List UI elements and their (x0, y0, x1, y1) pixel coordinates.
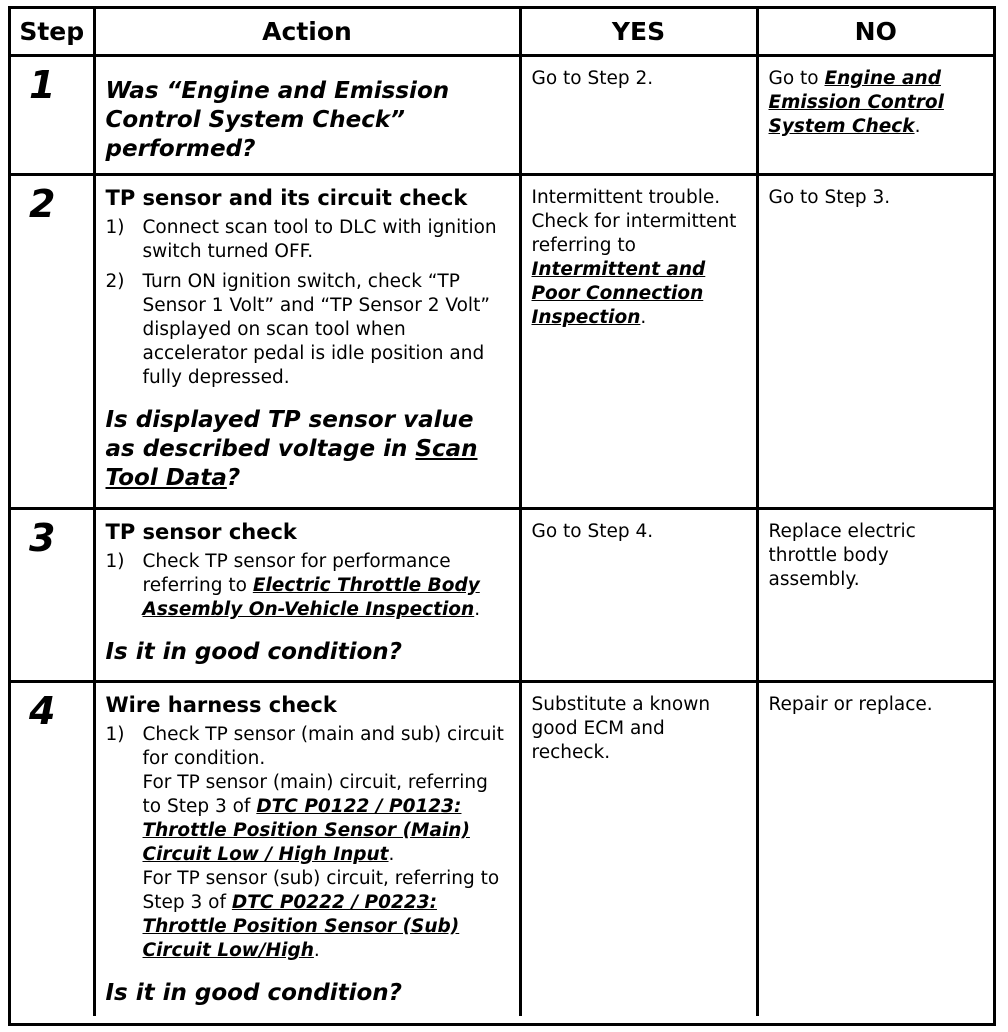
diagnostic-table-frame (8, 6, 996, 1026)
action-cell (94, 56, 520, 175)
procedure-list (106, 723, 507, 963)
item-number: 1) (105, 551, 125, 572)
item-text (143, 723, 507, 963)
procedure-list (106, 216, 507, 390)
item-prefix: Check TP sensor for performance referring to (142, 551, 451, 596)
diagnostic-table (11, 9, 993, 1016)
item-text: Connect scan tool to DLC with ignition switch turned OFF. (142, 217, 497, 262)
question (106, 406, 507, 493)
yes-text: Go to Step 2. (531, 68, 654, 89)
header-action: Action (94, 9, 520, 56)
sub-circuit-suffix: . (313, 940, 320, 961)
reference-link[interactable]: DTC P0122 / P0123: Throttle Position Sensor (Main) Circuit Low / High Input (142, 796, 470, 865)
item-intro: Check TP sensor (main and sub) circuit for condition. (142, 724, 504, 769)
item-suffix: . (474, 599, 481, 620)
check-heading: TP sensor check (105, 520, 297, 544)
action-cell (94, 682, 520, 1016)
question-suffix: ? (226, 465, 241, 491)
yes-text: Substitute a known good ECM and recheck. (531, 694, 711, 763)
reference-link[interactable]: Scan Tool Data (105, 436, 478, 491)
yes-cell (520, 509, 757, 682)
list-item (106, 216, 507, 264)
item-number: 2) (105, 271, 125, 292)
no-prefix: Go to (768, 68, 825, 89)
table-row (11, 682, 993, 1016)
no-cell (757, 682, 993, 1016)
yes-cell (520, 175, 757, 509)
no-text: Replace electric throttle body assembly. (768, 521, 916, 590)
step-number: 2 (11, 175, 94, 509)
sub-circuit-prefix: For TP sensor (sub) circuit, referring to Step 3 of (142, 868, 500, 913)
item-text (143, 550, 507, 622)
step-number: 3 (11, 509, 94, 682)
question: Is it in good condition? (105, 980, 402, 1006)
no-cell (757, 175, 993, 509)
check-heading: Wire harness check (105, 693, 337, 717)
no-cell (757, 509, 993, 682)
yes-cell (520, 56, 757, 175)
question: Is it in good condition? (105, 639, 402, 665)
list-item (106, 723, 507, 963)
no-suffix: . (914, 116, 921, 137)
main-circuit-prefix: For TP sensor (main) circuit, referring to Step 3 of (142, 772, 488, 817)
step-number: 1 (11, 56, 94, 175)
table-row (11, 175, 993, 509)
header-step: Step (11, 9, 94, 56)
reference-link[interactable]: DTC P0222 / P0223: Throttle Position Sensor (Sub) Circuit Low/High (142, 892, 460, 961)
main-circuit-suffix: . (388, 844, 395, 865)
header-yes: YES (520, 9, 757, 56)
yes-prefix: Intermittent trouble. Check for intermittent referring to (531, 187, 737, 256)
header-no: NO (757, 9, 993, 56)
yes-text: Go to Step 4. (531, 521, 654, 542)
header-row (11, 9, 993, 56)
reference-link[interactable]: Engine and Emission Control System Check (768, 68, 944, 137)
reference-link[interactable]: Intermittent and Poor Connection Inspection (531, 259, 706, 328)
action-cell (94, 509, 520, 682)
item-text: Turn ON ignition switch, check “TP Sensor 1 Volt” and “TP Sensor 2 Volt” displayed on scan tool when accelerator pedal is idle position and fully depressed. (142, 271, 490, 388)
step-number: 4 (11, 682, 94, 1016)
item-number: 1) (105, 724, 125, 745)
no-text: Go to Step 3. (768, 187, 891, 208)
question-prefix: Is displayed TP sensor value as described voltage in (105, 407, 474, 462)
item-number: 1) (105, 217, 125, 238)
list-item (106, 270, 507, 390)
yes-cell (520, 682, 757, 1016)
table-row (11, 56, 993, 175)
reference-link[interactable]: Electric Throttle Body Assembly On-Vehicle Inspection (142, 575, 480, 620)
action-cell (94, 175, 520, 509)
question: Was “Engine and Emission Control System Check” performed? (105, 78, 450, 162)
no-text: Repair or replace. (768, 694, 933, 715)
list-item (106, 550, 507, 622)
table-row (11, 509, 993, 682)
no-cell (757, 56, 993, 175)
procedure-list (106, 550, 507, 622)
yes-suffix: . (640, 307, 647, 328)
check-heading: TP sensor and its circuit check (105, 186, 468, 210)
